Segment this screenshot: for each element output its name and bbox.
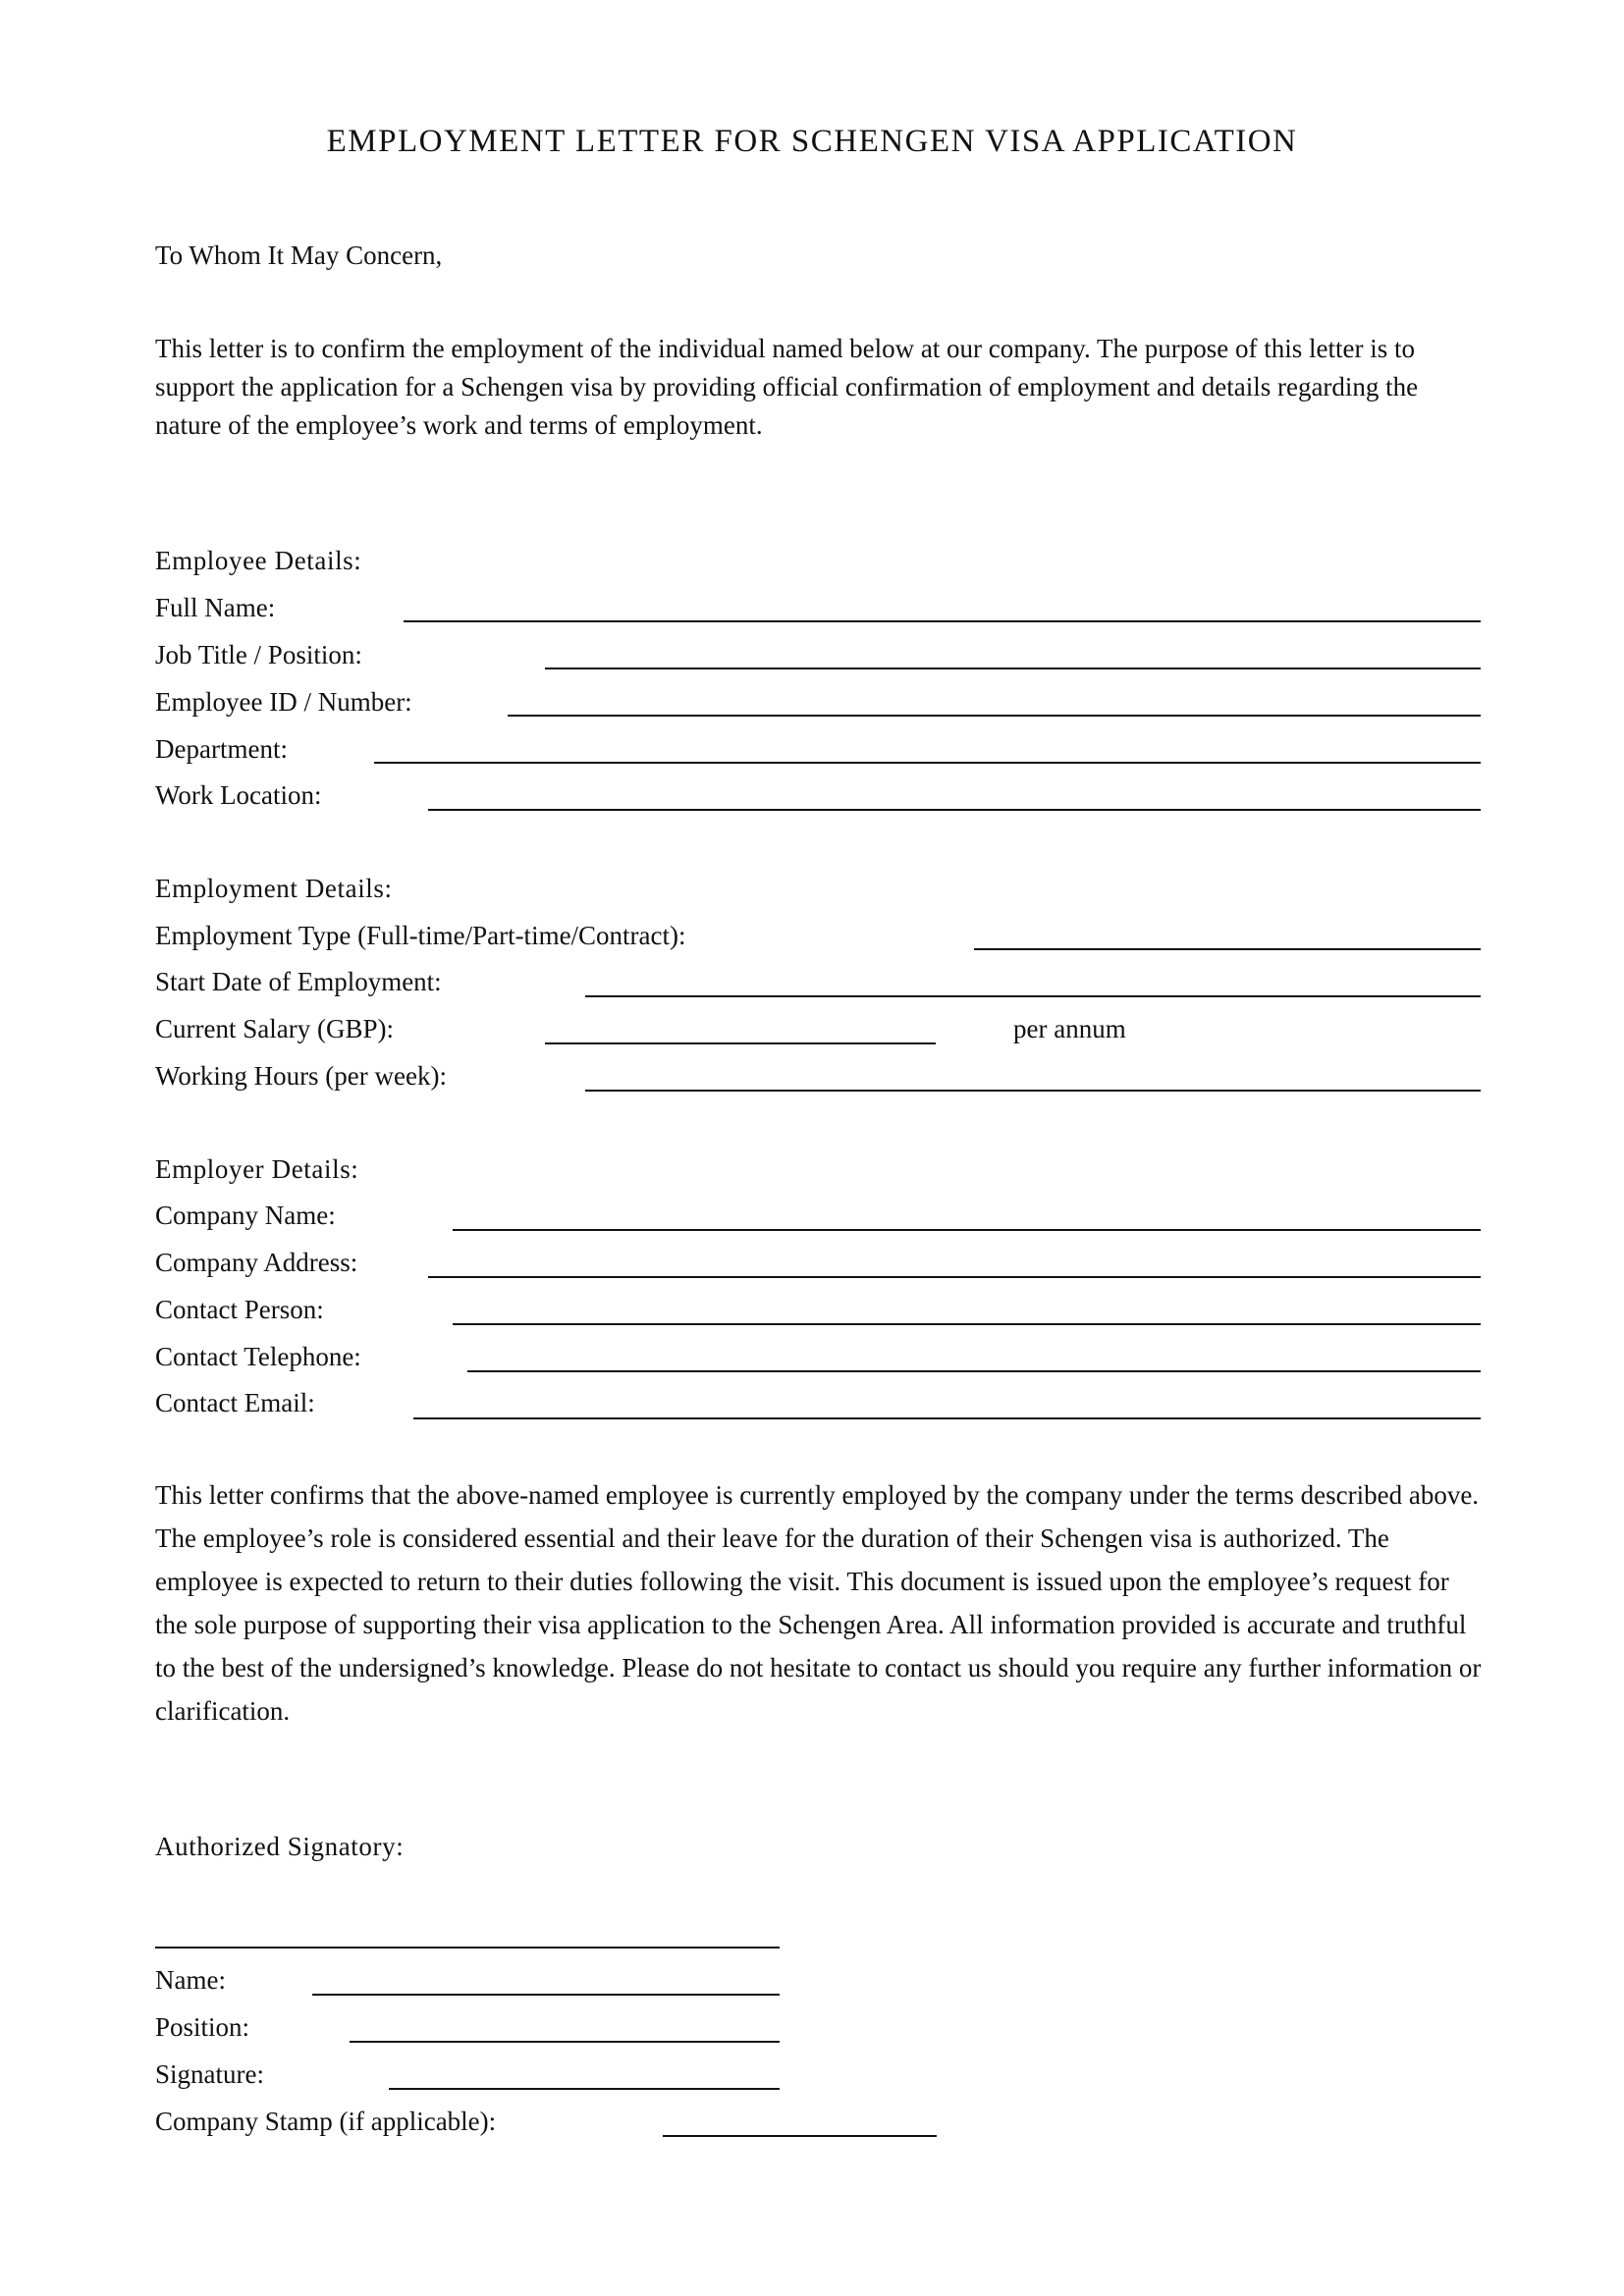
authorized-signatory-heading: Authorized Signatory: [155, 1832, 405, 1861]
contact-email-field[interactable] [413, 1417, 1481, 1419]
start-date-label: Start Date of Employment: [155, 967, 442, 996]
work-location-field[interactable] [428, 809, 1481, 811]
company-name-field[interactable] [453, 1229, 1481, 1231]
company-address-field[interactable] [428, 1276, 1481, 1278]
working-hours-label: Working Hours (per week): [155, 1061, 447, 1091]
salutation: To Whom It May Concern, [155, 240, 443, 270]
working-hours-field[interactable] [585, 1090, 1481, 1092]
contact-person-field[interactable] [453, 1323, 1481, 1325]
signatory-signature-label: Signature: [155, 2059, 264, 2089]
signature-line[interactable] [155, 1947, 780, 1949]
work-location-label: Work Location: [155, 780, 322, 810]
employment-type-label: Employment Type (Full-time/Part-time/Contract): [155, 921, 686, 950]
contact-email-label: Contact Email: [155, 1388, 315, 1417]
job-title-field[interactable] [545, 667, 1481, 669]
company-stamp-field[interactable] [663, 2135, 937, 2137]
contact-person-label: Contact Person: [155, 1295, 324, 1324]
company-stamp-label: Company Stamp (if applicable): [155, 2107, 497, 2136]
employment-details-heading: Employment Details: [155, 874, 393, 903]
employer-details-heading: Employer Details: [155, 1154, 359, 1184]
employee-id-field[interactable] [508, 715, 1481, 717]
signatory-position-field[interactable] [350, 2041, 780, 2043]
department-label: Department: [155, 734, 288, 764]
full-name-field[interactable] [404, 620, 1481, 622]
intro-paragraph: This letter is to confirm the employment of the individual named below at our company. The purpose of this letter is to support the application for a Schengen visa by providing official confirmation of employment and details regarding the nature of the employee’s work and terms of employment. [155, 334, 1419, 440]
contact-telephone-label: Contact Telephone: [155, 1342, 361, 1371]
confirmation-paragraph: This letter confirms that the above-named employee is currently employed by the company under the terms described above. The employee’s role is considered essential and their leave for the duration of their Schengen visa is authorized. The employee is expected to return to their duties following the visit. This document is issued upon the employee’s request for the sole purpose of supporting their visa application to the Schengen Area. All information provided is accurate and truthful to the best of the undersigned’s knowledge. Please do not hesitate to contact us should you require any further information or clarification. [155, 1480, 1482, 1726]
employee-details-heading: Employee Details: [155, 546, 362, 575]
current-salary-label: Current Salary (GBP): [155, 1014, 394, 1043]
current-salary-field[interactable] [545, 1042, 936, 1044]
signatory-name-field[interactable] [312, 1994, 780, 1996]
employee-id-label: Employee ID / Number: [155, 687, 412, 717]
company-address-label: Company Address: [155, 1248, 358, 1277]
department-field[interactable] [374, 762, 1481, 764]
start-date-field[interactable] [585, 995, 1481, 997]
signatory-signature-field[interactable] [389, 2088, 780, 2090]
per-annum-text: per annum [1013, 1014, 1126, 1043]
signatory-name-label: Name: [155, 1965, 226, 1995]
contact-telephone-field[interactable] [467, 1370, 1481, 1372]
full-name-label: Full Name: [155, 593, 276, 622]
company-name-label: Company Name: [155, 1201, 336, 1230]
document-title: EMPLOYMENT LETTER FOR SCHENGEN VISA APPLICATION [326, 124, 1298, 159]
employment-type-field[interactable] [974, 948, 1481, 950]
signatory-position-label: Position: [155, 2012, 250, 2042]
job-title-label: Job Title / Position: [155, 640, 362, 669]
